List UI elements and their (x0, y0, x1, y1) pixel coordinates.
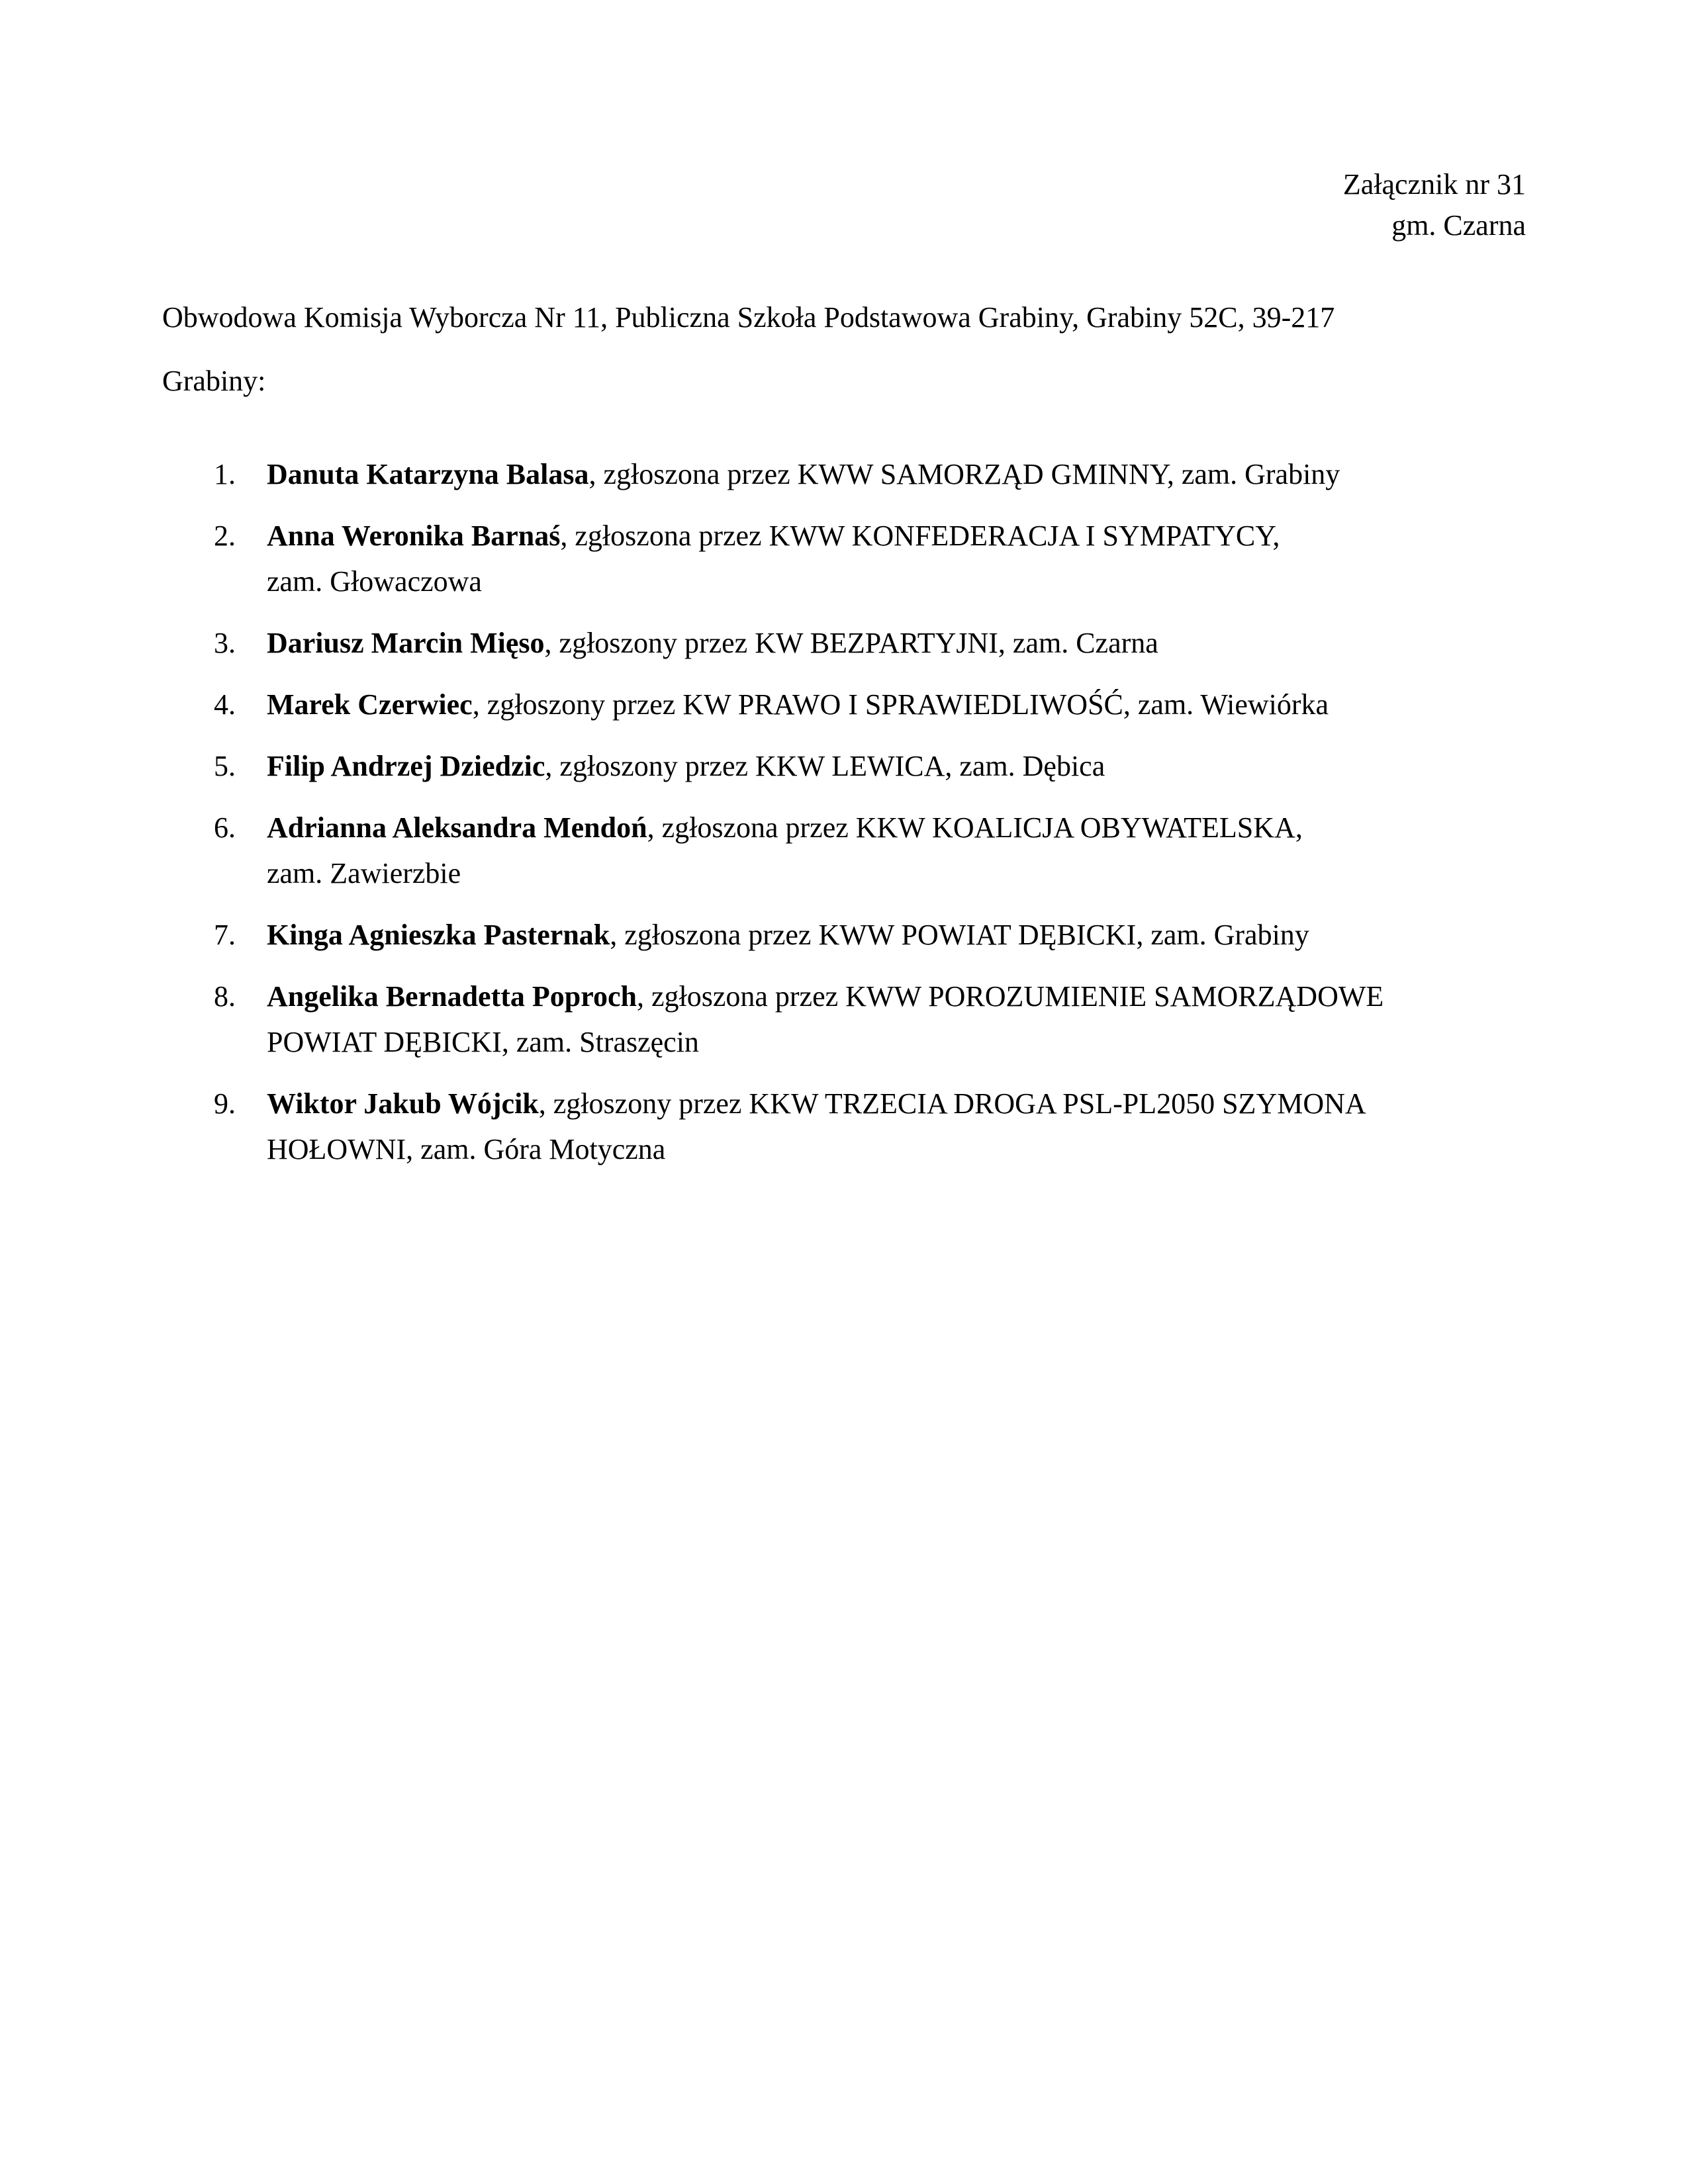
member-item (162, 451, 1564, 497)
member-line1 (267, 682, 1564, 727)
member-number: 2. (214, 520, 236, 552)
member-item (162, 974, 1564, 1065)
member-line1 (267, 620, 1564, 666)
member-number: 8. (214, 980, 236, 1013)
attachment-header (1343, 164, 1526, 246)
member-details: , zgłoszony przez KW PRAWO I SPRAWIEDLIWOŚĆ, zam. Wiewiórka (472, 688, 1329, 721)
member-item (162, 743, 1564, 789)
member-name: Wiktor Jakub Wójcik (267, 1087, 539, 1120)
member-name: Filip Andrzej Dziedzic (267, 750, 545, 782)
member-number: 5. (214, 750, 236, 782)
commission-heading-line2: Grabiny: (162, 365, 266, 397)
member-name: Angelika Bernadetta Poproch (267, 980, 637, 1013)
member-name: Adrianna Aleksandra Mendoń (267, 811, 647, 844)
member-name: Marek Czerwiec (267, 688, 473, 721)
member-number: 6. (214, 811, 236, 844)
member-name: Dariusz Marcin Mięso (267, 627, 545, 659)
member-details: , zgłoszona przez KWW POWIAT DĘBICKI, zam. Grabiny (610, 919, 1309, 951)
member-item (162, 1081, 1564, 1172)
member-line1 (267, 743, 1564, 789)
member-details: , zgłoszona przez KWW SAMORZĄD GMINNY, zam. Grabiny (588, 458, 1340, 490)
member-line1 (267, 1081, 1564, 1126)
member-line2: zam. Głowaczowa (267, 565, 482, 598)
member-line1 (267, 912, 1564, 958)
commission-heading (162, 286, 1486, 413)
member-item (162, 805, 1564, 896)
member-number: 4. (214, 688, 236, 721)
member-item (162, 620, 1564, 666)
commission-heading-line1: Obwodowa Komisja Wyborcza Nr 11, Publiczna Szkoła Podstawowa Grabiny, Grabiny 52C, 39-217 (162, 301, 1335, 334)
member-number: 9. (214, 1087, 236, 1120)
member-item (162, 513, 1564, 604)
member-line1 (267, 513, 1564, 559)
member-line2: zam. Zawierzbie (267, 857, 461, 889)
member-line1 (267, 451, 1564, 497)
member-details: , zgłoszony przez KW BEZPARTYJNI, zam. Czarna (544, 627, 1158, 659)
member-number: 7. (214, 919, 236, 951)
member-details: , zgłoszona przez KKW KOALICJA OBYWATELSKA, (647, 811, 1303, 844)
member-item (162, 912, 1564, 958)
member-number: 1. (214, 458, 236, 490)
member-line2: HOŁOWNI, zam. Góra Motyczna (267, 1133, 666, 1165)
member-details: , zgłoszona przez KWW POROZUMIENIE SAMORZĄDOWE (636, 980, 1384, 1013)
member-details: , zgłoszona przez KWW KONFEDERACJA I SYMPATYCY, (560, 520, 1280, 552)
member-name: Anna Weronika Barnaś (267, 520, 561, 552)
member-name: Danuta Katarzyna Balasa (267, 458, 589, 490)
municipality-label: gm. Czarna (1391, 209, 1526, 242)
member-name: Kinga Agnieszka Pasternak (267, 919, 610, 951)
member-item (162, 682, 1564, 727)
member-details: , zgłoszony przez KKW LEWICA, zam. Dębica (545, 750, 1105, 782)
attachment-label: Załącznik nr 31 (1342, 168, 1526, 201)
member-line2: POWIAT DĘBICKI, zam. Straszęcin (267, 1026, 699, 1058)
member-list (162, 451, 1519, 1188)
member-number: 3. (214, 627, 236, 659)
member-details: , zgłoszony przez KKW TRZECIA DROGA PSL-PL2050 SZYMONA (538, 1087, 1366, 1120)
member-line1 (267, 974, 1564, 1019)
member-line1 (267, 805, 1564, 850)
